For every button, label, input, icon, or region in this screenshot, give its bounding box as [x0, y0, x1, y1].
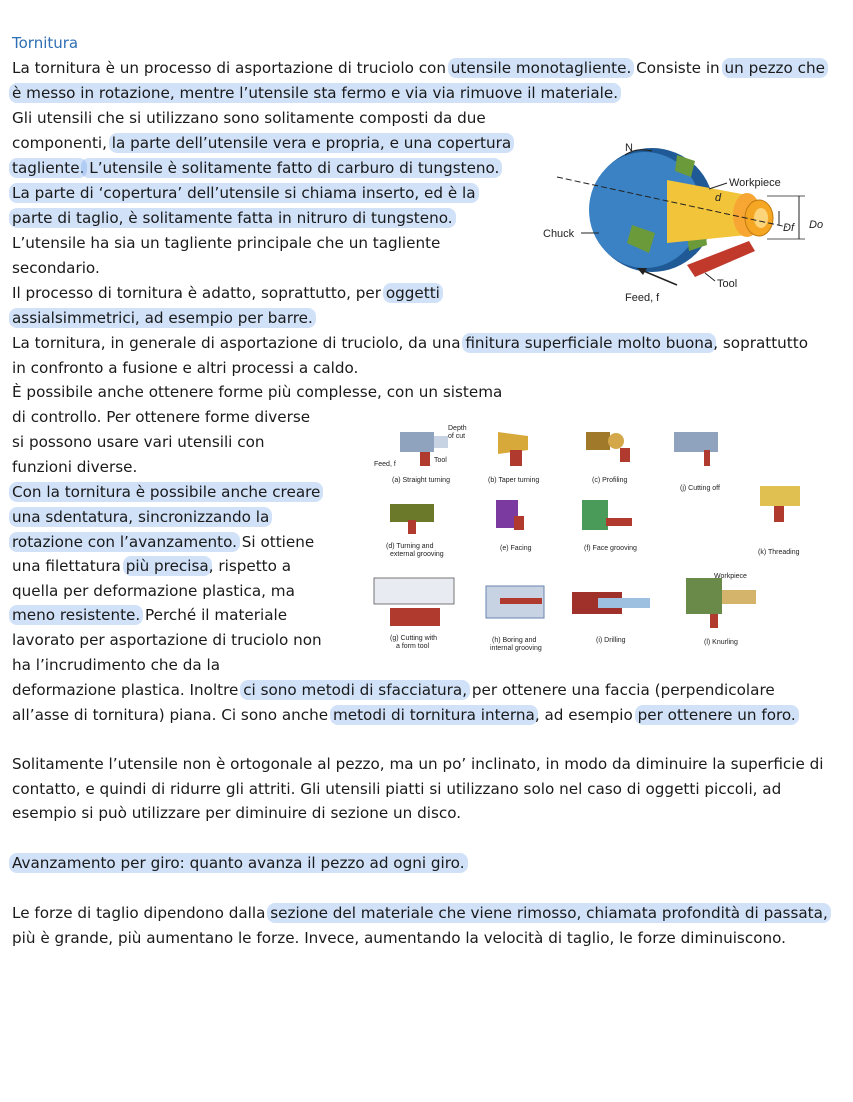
highlighted-text: oggetti	[383, 283, 443, 303]
text-line	[12, 754, 824, 776]
text-line	[12, 358, 358, 380]
text-line	[12, 158, 499, 180]
workpiece-shape	[374, 578, 454, 604]
leader-line	[705, 273, 715, 281]
highlighted-text: più precisa	[123, 556, 212, 576]
tool-shape	[620, 448, 630, 462]
tool-shape	[420, 452, 430, 466]
text-span: più è grande, più aumentano le forze. Invece, aumentando la velocità di taglio, le forze diminuiscono.	[12, 929, 786, 947]
workpiece-shape	[400, 432, 434, 452]
text-span: esempio si può utilizzare per diminuire di sezione un disco.	[12, 804, 462, 822]
tool-shape	[408, 520, 416, 534]
turning-operations-figure	[368, 420, 828, 660]
text-span: Gli utensili che si utilizzano sono solitamente composti da due	[12, 109, 486, 127]
text-span: ha l’incrudimento che da la	[12, 656, 221, 674]
highlighted-text: una sdentatura, sincronizzando la	[9, 507, 272, 527]
text-span: si possono usare vari utensili con	[12, 433, 265, 451]
caption-j: (j) Cutting off	[680, 485, 720, 492]
text-span: all’asse di tornitura) piana. Ci sono anche	[12, 706, 333, 724]
highlighted-text: tagliente.	[9, 158, 87, 178]
text-line	[12, 457, 137, 479]
text-line	[12, 83, 618, 105]
tool-shape	[510, 450, 522, 466]
text-line	[12, 779, 781, 801]
text-span: È possibile anche ottenere forme più complesse, con un sistema	[12, 383, 503, 401]
caption-g2: a form tool	[396, 643, 430, 650]
text-span: , soprattutto	[713, 334, 808, 352]
highlighted-text: sezione del materiale che viene rimosso, chiamata profondità di passata,	[267, 903, 831, 923]
label-feed: Feed, f	[625, 292, 660, 304]
drill-shape	[598, 598, 650, 608]
text-line	[12, 183, 476, 205]
text-span: , rispetto a	[208, 557, 292, 575]
text-span: secondario.	[12, 259, 100, 277]
caption-g1: (g) Cutting with	[390, 635, 438, 642]
op-taper-turning	[488, 432, 539, 484]
text-line	[12, 308, 313, 330]
highlighted-text: per ottenere un foro.	[635, 705, 799, 725]
caption-a: (a) Straight turning	[392, 477, 450, 484]
text-span: Consiste in	[631, 59, 725, 77]
op-face-grooving	[582, 500, 637, 552]
text-line	[12, 283, 440, 305]
caption-h2: internal grooving	[490, 645, 542, 652]
caption-b: (b) Taper turning	[488, 477, 540, 484]
label-feed: Feed, f	[374, 461, 396, 468]
text-span: Solitamente l’utensile non è ortogonale al pezzo, ma un po’ inclinato, in modo da diminuire la superficie di	[12, 755, 824, 773]
highlighted-text: assialsimmetrici, ad esempio per barre.	[9, 308, 316, 328]
text-line	[12, 630, 322, 652]
text-line	[12, 382, 502, 404]
highlighted-text: utensile monotagliente.	[448, 58, 635, 78]
text-line	[12, 108, 486, 130]
page-title: Tornitura	[12, 34, 79, 52]
text-line	[12, 532, 314, 554]
text-line	[12, 655, 220, 677]
tool-shape	[514, 516, 524, 530]
op-knurling	[686, 573, 756, 646]
highlighted-text: parte di taglio, è solitamente fatta in nitruro di tungsteno.	[9, 208, 456, 228]
text-span: Si ottiene	[236, 533, 315, 551]
workpiece-shape	[582, 500, 608, 530]
caption-d1: (d) Turning and	[386, 543, 434, 550]
label-depth: Depth	[448, 425, 467, 432]
highlighted-text: Avanzamento per giro: quanto avanza il pezzo ad ogni giro.	[9, 853, 468, 873]
text-line	[12, 208, 453, 230]
text-line	[12, 581, 295, 603]
text-line	[12, 853, 465, 875]
text-line	[12, 680, 775, 702]
text-span: lavorato per asportazione di truciolo non	[12, 631, 322, 649]
highlighted-text: la parte dell’utensile vera e propria, e una copertura	[109, 133, 514, 153]
label-df: Df	[783, 222, 794, 234]
text-span: Le forze di taglio dipendono dalla	[12, 904, 271, 922]
text-line	[12, 432, 265, 454]
workpiece-shape	[760, 486, 800, 506]
caption-k: (k) Threading	[758, 549, 800, 556]
caption-h1: (h) Boring and	[492, 637, 537, 644]
text-line	[12, 482, 320, 504]
highlighted-text: rotazione con l’avanzamento.	[9, 532, 240, 552]
workpiece-shape	[722, 590, 756, 604]
highlighted-text: un pezzo che	[722, 58, 828, 78]
label-d: d	[715, 192, 722, 204]
highlighted-text: ci sono metodi di sfacciatura,	[240, 680, 470, 700]
op-drilling	[572, 592, 650, 644]
op-boring	[486, 586, 544, 652]
text-line	[12, 903, 828, 925]
text-line	[12, 507, 269, 529]
label-workpiece: Workpiece	[729, 177, 781, 189]
text-line	[12, 407, 310, 429]
op-form-tool	[374, 578, 454, 650]
tool-shape	[710, 614, 718, 628]
chuck-shape	[686, 578, 722, 614]
highlighted-text: metodi di tornitura interna	[330, 705, 538, 725]
text-span: Il processo di tornitura è adatto, soprattutto, per	[12, 284, 386, 302]
op-external-grooving	[386, 504, 444, 558]
text-line	[12, 705, 796, 727]
workpiece-face	[754, 208, 768, 228]
workpiece-shape	[674, 432, 718, 452]
text-line	[12, 258, 100, 280]
op-straight-turning	[374, 425, 467, 484]
highlighted-text: Con la tornitura è possibile anche creare	[9, 482, 323, 502]
text-span: di controllo. Per ottenere forme diverse	[12, 408, 311, 426]
text-span: per ottenere una faccia (perpendicolare	[467, 681, 775, 699]
op-facing	[496, 500, 532, 552]
highlighted-text: L’utensile è solitamente fatto di carburo di tungsteno.	[81, 158, 502, 178]
lathe-figure	[537, 125, 852, 310]
caption-i: (i) Drilling	[596, 637, 626, 644]
text-line	[12, 556, 291, 578]
label-tool: Tool	[434, 457, 447, 464]
text-span: quella per deformazione plastica, ma	[12, 582, 295, 600]
label-chuck: Chuck	[543, 228, 575, 240]
text-line	[12, 928, 786, 950]
text-line	[12, 803, 461, 825]
text-span: L’utensile ha sia un tagliente principale che un tagliente	[12, 234, 441, 252]
caption-d2: external grooving	[390, 551, 444, 558]
text-line	[12, 58, 825, 80]
op-threading	[758, 486, 800, 556]
label-tool: Tool	[717, 278, 738, 290]
text-span: contatto, e quindi di ridurre gli attriti. Gli utensili piatti si utilizzano solo nel caso di oggetti piccoli, ad	[12, 780, 782, 798]
text-span: componenti,	[12, 134, 112, 152]
text-span: Perché il materiale	[140, 606, 288, 624]
text-line	[12, 333, 808, 355]
text-line	[12, 605, 287, 627]
text-span: La tornitura è un processo di asportazione di truciolo con	[12, 59, 451, 77]
text-line	[12, 233, 440, 255]
text-span: in confronto a fusione e altri processi a caldo.	[12, 359, 359, 377]
tool-shape	[606, 518, 632, 526]
highlighted-text: è messo in rotazione, mentre l’utensile sta fermo e via via rimuove il materiale.	[9, 83, 621, 103]
text-span: funzioni diverse.	[12, 458, 138, 476]
tool-shape	[774, 506, 784, 522]
tool-shape	[390, 608, 440, 626]
workpiece-shape	[390, 504, 434, 522]
label-do: Do	[809, 219, 824, 231]
text-span: La tornitura, in generale di asportazione di truciolo, da una	[12, 334, 466, 352]
op-cutting-off	[674, 432, 720, 492]
text-span: una filettatura	[12, 557, 126, 575]
label-n: N	[625, 142, 633, 154]
label-of-cut: of cut	[448, 433, 466, 440]
workpiece-shape	[608, 433, 624, 449]
tool-shape	[704, 450, 710, 466]
leader-line	[709, 183, 727, 189]
caption-l: (l) Knurling	[704, 639, 738, 646]
op-profiling	[586, 432, 630, 484]
highlighted-text: meno resistente.	[9, 605, 143, 625]
caption-e: (e) Facing	[500, 545, 532, 552]
workpiece-shape	[434, 436, 448, 448]
text-span: deformazione plastica. Inoltre	[12, 681, 244, 699]
caption-c: (c) Profiling	[592, 477, 628, 484]
text-line	[12, 133, 511, 155]
highlighted-text: La parte di ‘copertura’ dell’utensile si chiama inserto, ed è la	[9, 183, 479, 203]
workpiece-shape	[586, 432, 610, 450]
highlighted-text: finitura superficiale molto buona	[462, 333, 716, 353]
caption-f: (f) Face grooving	[584, 545, 637, 552]
text-span: , ad esempio	[534, 706, 638, 724]
tool-shape	[500, 598, 542, 604]
label-workpiece: Workpiece	[714, 573, 747, 580]
